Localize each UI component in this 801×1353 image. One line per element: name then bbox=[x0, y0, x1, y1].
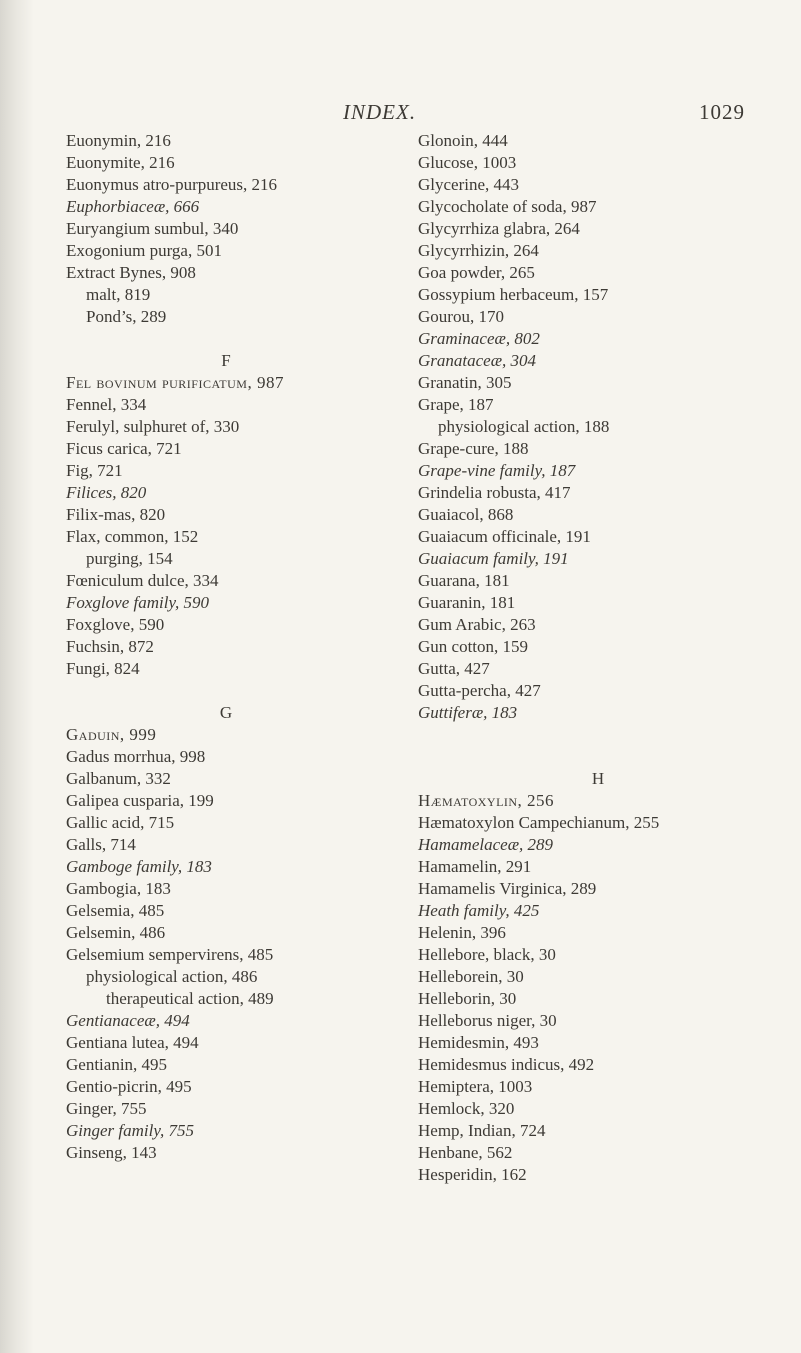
index-subentry: Pond’s, 289 bbox=[86, 307, 167, 326]
index-entry: Gossypium herbaceum, 157 bbox=[418, 285, 609, 304]
index-entry: Guaiacum officinale, 191 bbox=[418, 527, 591, 546]
index-entry: Hellebore, black, 30 bbox=[418, 945, 556, 964]
index-entry: Fennel, 334 bbox=[66, 395, 147, 414]
index-entry: Gentianin, 495 bbox=[66, 1055, 168, 1074]
index-subentry: physiological action, 486 bbox=[86, 967, 258, 986]
index-subentry: purging, 154 bbox=[86, 549, 173, 568]
index-entry: Granatin, 305 bbox=[418, 373, 512, 392]
index-entry: Gentianaceæ, 494 bbox=[66, 1011, 190, 1030]
index-entry: Heath family, 425 bbox=[418, 901, 540, 920]
index-entry: Foxglove, 590 bbox=[66, 615, 165, 634]
index-entry: Gentiana lutea, 494 bbox=[66, 1033, 199, 1052]
index-entry: Hamamelaceæ, 289 bbox=[418, 835, 554, 854]
index-entry: Gadus morrhua, 998 bbox=[66, 747, 206, 766]
index-entry: Grape, 187 bbox=[418, 395, 494, 414]
index-entry: Hemiptera, 1003 bbox=[418, 1077, 533, 1096]
index-entry: Fuchsin, 872 bbox=[66, 637, 154, 656]
index-entry: Gentio-picrin, 495 bbox=[66, 1077, 192, 1096]
index-entry: Ginseng, 143 bbox=[66, 1143, 157, 1162]
index-entry: Flax, common, 152 bbox=[66, 527, 199, 546]
index-entry: Euphorbiaceæ, 666 bbox=[66, 197, 200, 216]
section-spacer bbox=[418, 746, 778, 768]
index-entry: Helenin, 396 bbox=[418, 923, 506, 942]
index-entry: Grape-vine family, 187 bbox=[418, 461, 576, 480]
index-entry: Hesperidin, 162 bbox=[418, 1165, 527, 1184]
index-entry: Galbanum, 332 bbox=[66, 769, 171, 788]
index-entry: Hemidesmin, 493 bbox=[418, 1033, 539, 1052]
index-entry: Gun cotton, 159 bbox=[418, 637, 529, 656]
section-letter: G bbox=[219, 703, 233, 722]
index-entry: Filices, 820 bbox=[66, 483, 147, 502]
index-entry: Galipea cusparia, 199 bbox=[66, 791, 214, 810]
section-letter: F bbox=[221, 351, 231, 370]
index-entry: Ferulyl, sulphuret of, 330 bbox=[66, 417, 240, 436]
index-entry: Galls, 714 bbox=[66, 835, 136, 854]
index-entry: Grindelia robusta, 417 bbox=[418, 483, 571, 502]
index-entry: Glycyrrhizin, 264 bbox=[418, 241, 539, 260]
index-entry: Guaranin, 181 bbox=[418, 593, 516, 612]
section-spacer bbox=[66, 680, 386, 702]
index-entry: Glucose, 1003 bbox=[418, 153, 517, 172]
page-edge-shadow bbox=[0, 0, 34, 1353]
index-subentry: therapeutical action, 489 bbox=[106, 989, 274, 1008]
page-number: 1029 bbox=[699, 100, 745, 124]
index-entry: Euryangium sumbul, 340 bbox=[66, 219, 239, 238]
index-entry: Henbane, 562 bbox=[418, 1143, 513, 1162]
index-entry: Guarana, 181 bbox=[418, 571, 510, 590]
index-entry: Glycerine, 443 bbox=[418, 175, 520, 194]
index-entry: Hæmatoxylon Campechianum, 255 bbox=[418, 813, 660, 832]
index-entry: Fœniculum dulce, 334 bbox=[66, 571, 219, 590]
index-entry: Guttiferæ, 183 bbox=[418, 703, 518, 722]
index-entry: Extract Bynes, 908 bbox=[66, 263, 196, 282]
index-entry: Gelsemin, 486 bbox=[66, 923, 166, 942]
index-subentry: physiological action, 188 bbox=[438, 417, 610, 436]
index-entry: Gelsemium sempervirens, 485 bbox=[66, 945, 274, 964]
index-entry: Helleborus niger, 30 bbox=[418, 1011, 557, 1030]
index-entry: Gelsemia, 485 bbox=[66, 901, 165, 920]
index-entry: Euonymin, 216 bbox=[66, 131, 171, 150]
index-entry: Ficus carica, 721 bbox=[66, 439, 182, 458]
index-entry: Exogonium purga, 501 bbox=[66, 241, 222, 260]
index-entry: Glycocholate of soda, 987 bbox=[418, 197, 597, 216]
index-entry: Grape-cure, 188 bbox=[418, 439, 529, 458]
index-entry: Gutta-percha, 427 bbox=[418, 681, 541, 700]
index-entry: Fel bovinum purificatum, 987 bbox=[66, 373, 284, 392]
index-entry: Hæmatoxylin, 256 bbox=[418, 791, 555, 810]
index-entry: Hamamelin, 291 bbox=[418, 857, 532, 876]
index-entry: Glycyrrhiza glabra, 264 bbox=[418, 219, 580, 238]
index-entry: Hemidesmus indicus, 492 bbox=[418, 1055, 595, 1074]
section-letter: H bbox=[591, 769, 605, 788]
index-entry: Glonoin, 444 bbox=[418, 131, 508, 150]
index-entry: Hamamelis Virginica, 289 bbox=[418, 879, 597, 898]
index-entry: Hemlock, 320 bbox=[418, 1099, 515, 1118]
index-entry: Gambogia, 183 bbox=[66, 879, 171, 898]
index-entry: Graminaceæ, 802 bbox=[418, 329, 540, 348]
section-spacer bbox=[418, 724, 778, 746]
index-entry: Gourou, 170 bbox=[418, 307, 504, 326]
index-entry: Helleborein, 30 bbox=[418, 967, 524, 986]
index-entry: Ginger family, 755 bbox=[66, 1121, 194, 1140]
index-subentry: malt, 819 bbox=[86, 285, 151, 304]
index-entry: Ginger, 755 bbox=[66, 1099, 147, 1118]
index-entry: Goa powder, 265 bbox=[418, 263, 535, 282]
index-entry: Helleborin, 30 bbox=[418, 989, 517, 1008]
index-column-left bbox=[66, 130, 386, 1164]
index-entry: Filix-mas, 820 bbox=[66, 505, 166, 524]
index-entry: Fungi, 824 bbox=[66, 659, 140, 678]
index-entry: Gamboge family, 183 bbox=[66, 857, 212, 876]
index-entry: Gallic acid, 715 bbox=[66, 813, 175, 832]
section-spacer bbox=[66, 328, 386, 350]
running-head: INDEX. bbox=[343, 100, 417, 124]
index-entry: Euonymite, 216 bbox=[66, 153, 175, 172]
index-entry: Hemp, Indian, 724 bbox=[418, 1121, 546, 1140]
index-entry: Euonymus atro-purpureus, 216 bbox=[66, 175, 278, 194]
index-entry: Granataceæ, 304 bbox=[418, 351, 537, 370]
index-entry: Foxglove family, 590 bbox=[66, 593, 210, 612]
index-entry: Gaduin, 999 bbox=[66, 725, 157, 744]
index-entry: Fig, 721 bbox=[66, 461, 123, 480]
index-column-right bbox=[418, 130, 778, 1186]
index-entry: Gutta, 427 bbox=[418, 659, 490, 678]
index-entry: Gum Arabic, 263 bbox=[418, 615, 536, 634]
index-entry: Guaiacum family, 191 bbox=[418, 549, 569, 568]
index-entry: Guaiacol, 868 bbox=[418, 505, 514, 524]
